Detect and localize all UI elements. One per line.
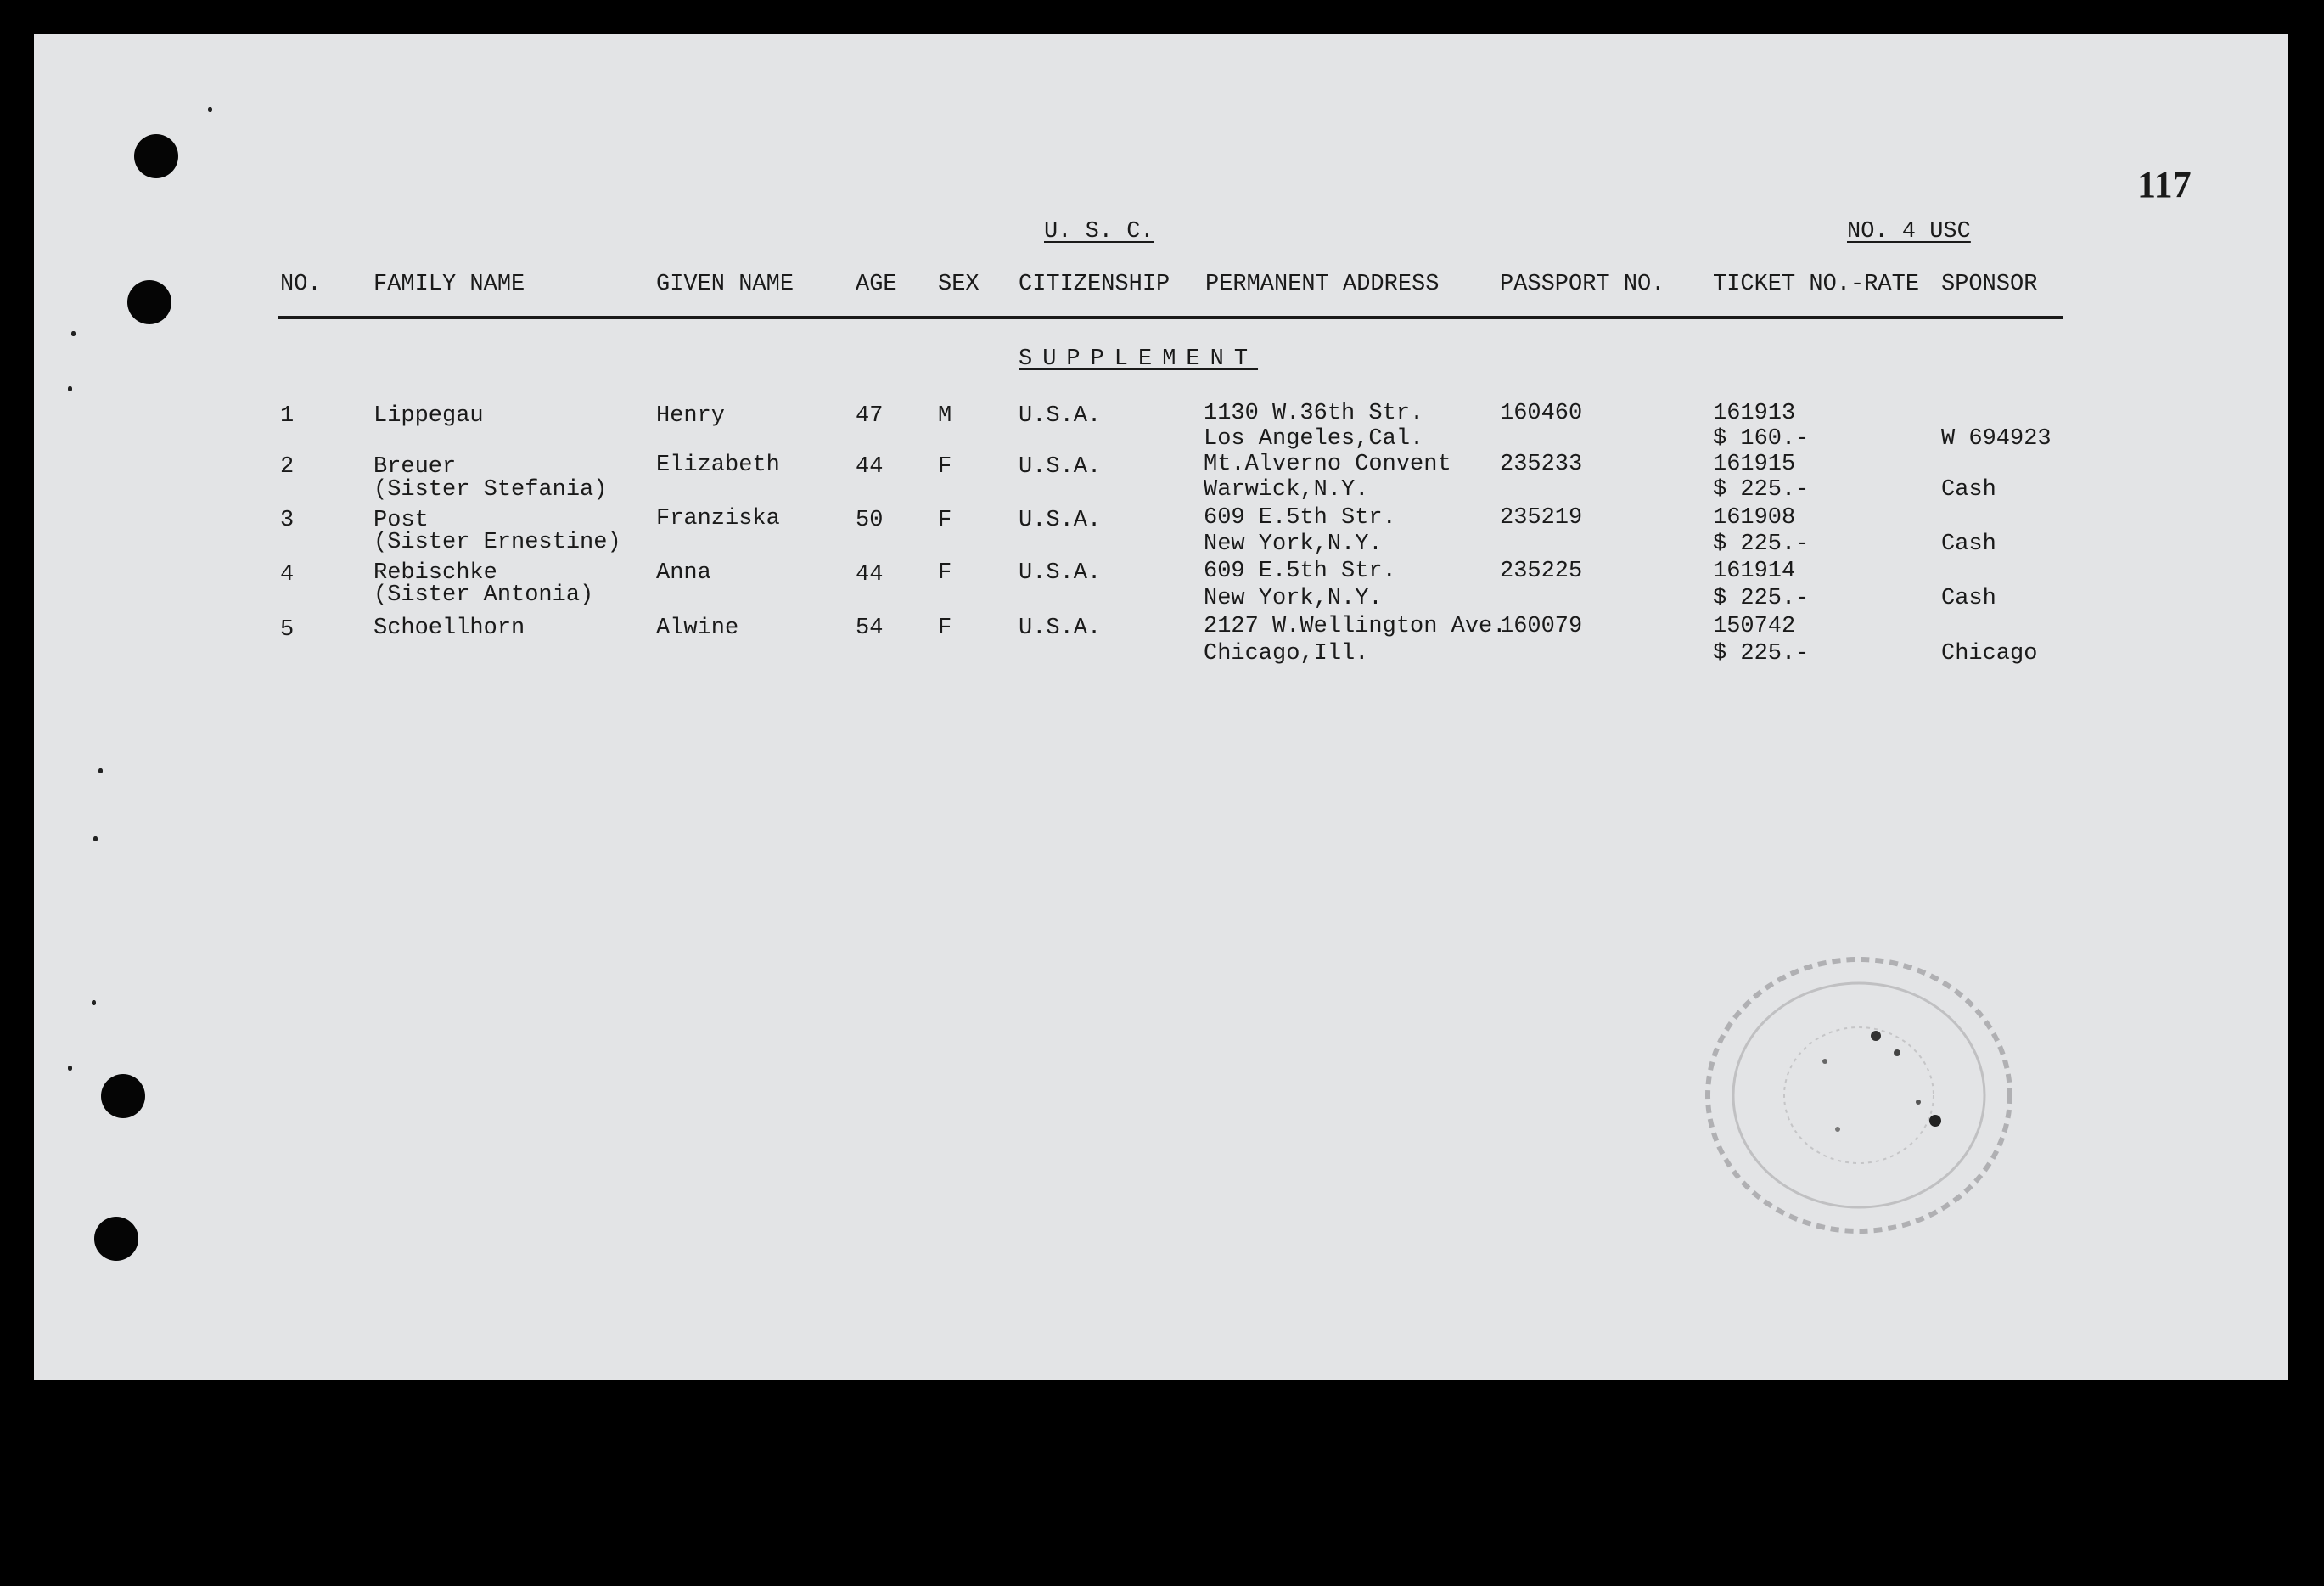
list-number: NO. 4 USC <box>1847 219 1971 245</box>
ticket-rate: $ 225.- <box>1713 641 1810 666</box>
religious-name: (Sister Ernestine) <box>373 530 621 555</box>
family-name: Lippegau <box>373 403 484 429</box>
age: 44 <box>856 562 884 588</box>
given-name: Franziska <box>656 506 780 531</box>
ticket-number: 161915 <box>1713 452 1796 477</box>
family-name: Post <box>373 508 429 533</box>
edge-speck <box>93 836 98 841</box>
passport-number: 235225 <box>1500 559 1583 584</box>
edge-speck <box>68 1066 72 1071</box>
circular-stamp <box>1689 934 2029 1257</box>
binder-hole <box>101 1074 145 1118</box>
given-name: Alwine <box>656 616 739 641</box>
edge-speck <box>208 107 212 112</box>
family-name: Breuer <box>373 454 457 480</box>
column-header-sponsor: SPONSOR <box>1941 272 2038 297</box>
address-line-1: Mt.Alverno Convent <box>1204 452 1451 477</box>
address-line-1: 2127 W.Wellington Ave. <box>1204 614 1507 639</box>
row-number: 2 <box>280 454 295 480</box>
citizenship: U.S.A. <box>1019 616 1102 641</box>
sponsor: Cash <box>1941 531 1996 557</box>
passport-number: 235233 <box>1500 452 1583 477</box>
column-header-no: NO. <box>280 272 322 297</box>
given-name: Henry <box>656 403 726 429</box>
religious-name: (Sister Stefania) <box>373 477 608 503</box>
sponsor: Cash <box>1941 586 1996 611</box>
binder-hole <box>134 134 178 178</box>
sex: F <box>938 560 952 586</box>
citizenship: U.S.A. <box>1019 508 1102 533</box>
sponsor: Chicago <box>1941 641 2038 666</box>
page-number: 117 <box>2137 164 2192 205</box>
ticket-number: 150742 <box>1713 614 1796 639</box>
ticket-rate: $ 225.- <box>1713 477 1810 503</box>
ticket-number: 161913 <box>1713 401 1796 426</box>
citizenship: U.S.A. <box>1019 454 1102 480</box>
column-header-passport-no: PASSPORT NO. <box>1500 272 1665 297</box>
row-number: 1 <box>280 403 295 429</box>
sex: F <box>938 616 952 641</box>
given-name: Elizabeth <box>656 453 780 478</box>
passport-number: 160079 <box>1500 614 1583 639</box>
edge-speck <box>71 331 76 336</box>
address-line-1: 1130 W.36th Str. <box>1204 401 1424 426</box>
column-header-sex: SEX <box>938 272 980 297</box>
sex: F <box>938 508 952 533</box>
address-line-2: Chicago,Ill. <box>1204 641 1369 666</box>
edge-speck <box>68 386 72 391</box>
address-line-2: New York,N.Y. <box>1204 531 1383 557</box>
age: 54 <box>856 616 884 641</box>
column-header-permanent-address: PERMANENT ADDRESS <box>1205 272 1440 297</box>
address-line-2: Los Angeles,Cal. <box>1204 426 1424 452</box>
column-header-age: AGE <box>856 272 897 297</box>
address-line-2: New York,N.Y. <box>1204 586 1383 611</box>
citizenship: U.S.A. <box>1019 560 1102 586</box>
family-name: Schoellhorn <box>373 616 525 641</box>
column-header-family-name: FAMILY NAME <box>373 272 525 297</box>
sponsor: Cash <box>1941 477 1996 503</box>
ticket-rate: $ 225.- <box>1713 531 1810 557</box>
column-header-citizenship: CITIZENSHIP <box>1019 272 1170 297</box>
section-title: SUPPLEMENT <box>1019 346 1259 372</box>
passport-number: 235219 <box>1500 505 1583 531</box>
age: 47 <box>856 403 884 429</box>
sponsor: W 694923 <box>1941 426 2052 452</box>
column-header-ticket-rate: TICKET NO.-RATE <box>1713 272 1920 297</box>
agency-heading: U. S. C. <box>1044 219 1154 245</box>
binder-hole <box>94 1217 138 1261</box>
family-name: Rebischke <box>373 560 497 586</box>
given-name: Anna <box>656 560 711 586</box>
age: 50 <box>856 508 884 533</box>
address-line-1: 609 E.5th Str. <box>1204 505 1396 531</box>
age: 44 <box>856 454 884 480</box>
religious-name: (Sister Antonia) <box>373 582 594 608</box>
ticket-rate: $ 225.- <box>1713 586 1810 611</box>
sex: M <box>938 403 952 429</box>
sex: F <box>938 454 952 480</box>
ticket-number: 161908 <box>1713 505 1796 531</box>
row-number: 5 <box>280 617 295 643</box>
ticket-number: 161914 <box>1713 559 1796 584</box>
binder-hole <box>127 280 171 324</box>
edge-speck <box>92 1000 96 1005</box>
address-line-2: Warwick,N.Y. <box>1204 477 1369 503</box>
address-line-1: 609 E.5th Str. <box>1204 559 1396 584</box>
edge-speck <box>98 768 103 773</box>
document-sheet <box>34 34 2288 1380</box>
column-header-given-name: GIVEN NAME <box>656 272 794 297</box>
passport-number: 160460 <box>1500 401 1583 426</box>
header-rule <box>278 316 2063 319</box>
row-number: 3 <box>280 508 295 533</box>
citizenship: U.S.A. <box>1019 403 1102 429</box>
row-number: 4 <box>280 562 295 588</box>
ticket-rate: $ 160.- <box>1713 426 1810 452</box>
